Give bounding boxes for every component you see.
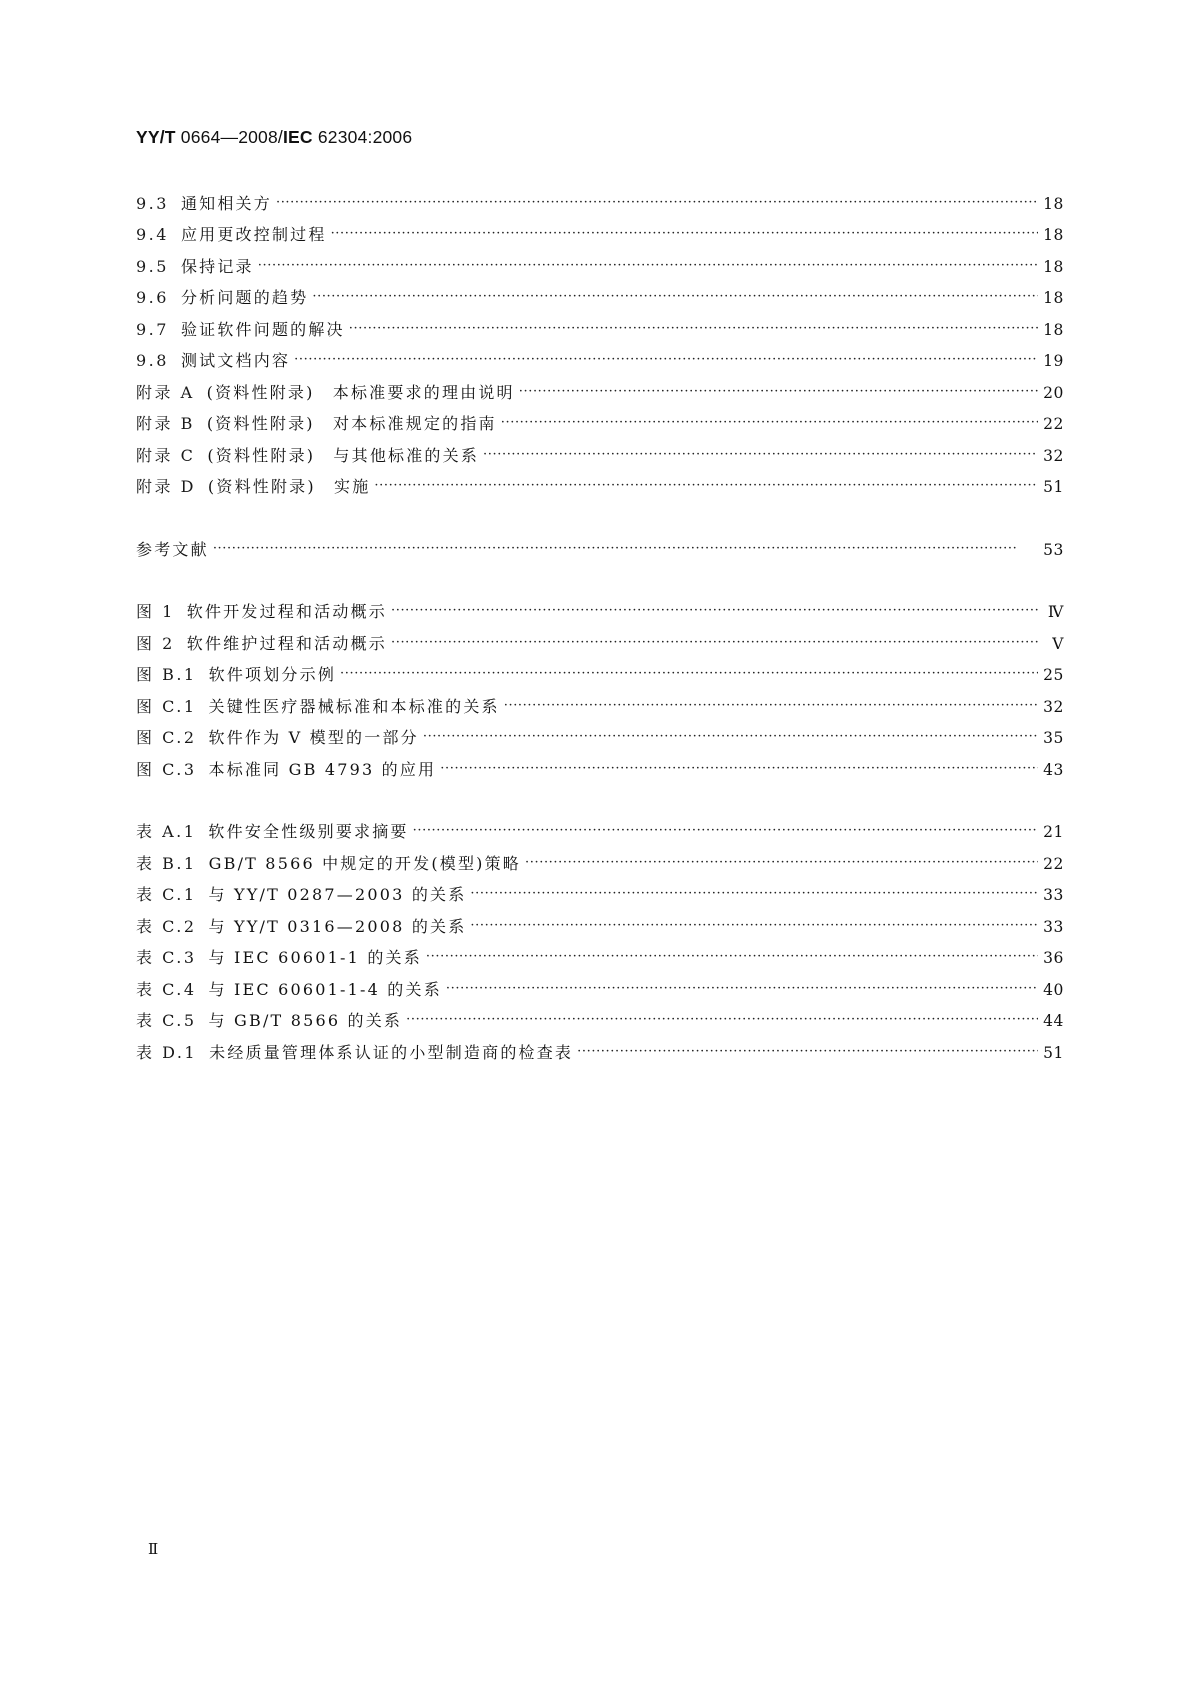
toc-entry[interactable] [136,245,1064,277]
toc-entry-title: 本标准同 GB 4793 的应用 [208,759,437,779]
toc-entry[interactable] [136,1000,1064,1032]
toc-entry[interactable] [136,308,1064,340]
toc-leader-dots [340,667,1038,681]
toc-entry[interactable] [136,277,1064,309]
toc-entry[interactable] [136,842,1064,874]
toc-entry[interactable] [136,654,1064,686]
page-number: Ⅱ [148,1540,159,1558]
toc-entry-page: 18 [1043,289,1064,307]
document-header [136,127,412,148]
header-code-rest: 0664—2008/ [175,127,283,147]
toc-leader-dots [470,887,1038,901]
toc-leader-dots [406,1013,1038,1027]
toc-entry-number: 图 2 [136,633,175,653]
toc-entry-title: 保持记录 [180,256,254,276]
toc-entry-title: 验证软件问题的解决 [180,319,345,339]
toc-entry[interactable] [136,717,1064,749]
toc-entry-page: 53 [1043,540,1064,559]
toc-entry-title: 未经质量管理体系认证的小型制造商的检查表 [209,1042,574,1062]
toc-entry-title: 参考文献 [136,539,209,559]
toc-entry-number: 9.4 [136,225,169,244]
toc-leader-dots [276,196,1038,210]
toc-entry-page: 18 [1043,194,1064,213]
toc-entry-page: 25 [1043,666,1064,684]
toc-leader-dots [258,259,1038,273]
toc-entry-title: (资料性附录) 与其他标准的关系 [207,445,480,465]
toc-entry-title: (资料性附录) 对本标准规定的指南 [206,414,497,433]
toc-entry-number: 图 C.3 [136,759,197,779]
toc-leader-dots [294,353,1038,367]
toc-leader-dots [331,227,1038,241]
toc-entry-number: 9.7 [136,319,169,339]
toc-entry-page: 21 [1043,823,1064,841]
toc-entry-title: 软件开发过程和活动概示 [186,602,387,621]
toc-entry-page: 33 [1043,917,1064,936]
toc-leader-dots [413,824,1038,838]
toc-entry[interactable] [136,182,1064,214]
toc-entry-title: GB/T 8566 中规定的开发(模型)策略 [208,853,522,873]
toc-entry-page: 18 [1043,257,1064,276]
toc-entry[interactable] [136,874,1064,906]
toc-entry-number: 9.3 [136,193,169,213]
toc-entry-number: 图 C.1 [136,696,197,716]
toc-leader-dots [426,950,1038,964]
toc-leader-dots [213,542,1038,556]
toc-entry[interactable] [136,685,1064,717]
toc-entry-title: 通知相关方 [180,193,272,213]
toc-entry-title: 关键性医疗器械标准和本标准的关系 [208,696,500,716]
toc-group-gap [136,780,1064,811]
toc-entry-number: 9.5 [136,256,169,276]
header-code-bold: YY/T [136,127,176,147]
toc-group-gap [136,497,1064,528]
toc-entry[interactable] [136,811,1064,843]
toc-entry-page: 18 [1043,226,1064,244]
toc-entry[interactable] [136,340,1064,372]
toc-entry-page: 33 [1043,886,1064,904]
toc-entry-number: 9.8 [136,351,169,370]
toc-entry-number: 附录 C [136,445,196,465]
toc-leader-dots [349,322,1038,336]
toc-leader-dots [504,699,1038,713]
toc-entry-number: 9.6 [136,288,169,307]
toc-entry-page: 43 [1043,760,1064,779]
toc-entry-number: 表 C.4 [136,979,197,999]
toc-leader-dots [519,385,1038,399]
toc-leader-dots [577,1045,1038,1059]
toc-entry-page: 40 [1043,980,1064,999]
toc-entry-number: 表 C.3 [136,948,197,967]
toc-entry-title: 与 YY/T 0316—2008 的关系 [208,916,467,936]
toc-entry-title: 与 YY/T 0287—2003 的关系 [208,885,467,904]
toc-leader-dots [374,479,1038,493]
toc-entry-number: 表 B.1 [136,853,197,873]
toc-entry-page: 19 [1043,352,1064,370]
toc-entry-number: 表 C.1 [136,885,197,904]
toc-entry-title: 软件作为 V 模型的一部分 [208,728,419,747]
toc-entry-page: 51 [1043,1043,1064,1062]
toc-entry-page: 36 [1043,949,1064,967]
toc-entry-page: 22 [1043,854,1064,873]
toc-leader-dots [501,416,1038,430]
toc-entry-title: 软件维护过程和活动概示 [186,633,387,653]
toc-entry-title: 测试文档内容 [180,351,291,370]
toc-leader-dots [483,448,1038,462]
table-of-contents [136,182,1064,1063]
toc-leader-dots [423,730,1038,744]
toc-leader-dots [440,762,1038,776]
toc-leader-dots [470,919,1038,933]
toc-entry-title: 软件项划分示例 [208,665,337,684]
toc-entry[interactable] [136,1031,1064,1063]
toc-entry-title: 分析问题的趋势 [180,288,309,307]
toc-entry-title: (资料性附录) 本标准要求的理由说明 [206,382,515,402]
toc-entry-number: 附录 A [136,382,195,402]
toc-entry-title: 与 IEC 60601-1 的关系 [208,948,422,967]
toc-entry-title: 与 GB/T 8566 的关系 [208,1011,403,1030]
toc-entry-page: 44 [1043,1012,1064,1030]
toc-entry-page: Ⅳ [1047,603,1064,621]
toc-entry[interactable] [136,968,1064,1000]
toc-entry-number: 图 C.2 [136,728,197,747]
toc-entry-page: 22 [1043,415,1064,433]
toc-entry-number: 图 1 [136,602,175,621]
toc-entry[interactable] [136,591,1064,623]
toc-entry[interactable] [136,371,1064,403]
toc-leader-dots [312,290,1038,304]
toc-leader-dots [391,604,1038,618]
toc-entry-number: 表 C.5 [136,1011,197,1030]
toc-entry-number: 表 D.1 [136,1042,198,1062]
toc-entry-title: 应用更改控制过程 [180,225,327,244]
toc-leader-dots [391,636,1038,650]
toc-entry[interactable] [136,466,1064,498]
toc-entry-title: 与 IEC 60601-1-4 的关系 [208,979,442,999]
toc-entry-title: 软件安全性级别要求摘要 [208,822,409,841]
toc-entry[interactable] [136,937,1064,969]
toc-entry-page: 18 [1043,320,1064,339]
toc-leader-dots [446,982,1038,996]
toc-entry-page: 35 [1043,729,1064,747]
toc-entry-number: 表 A.1 [136,822,197,841]
toc-entry[interactable] [136,528,1064,560]
toc-entry-number: 附录 D [136,477,196,496]
toc-entry-number: 表 C.2 [136,916,197,936]
toc-entry-page: 20 [1043,383,1064,402]
toc-entry-page: 32 [1043,446,1064,465]
toc-entry[interactable] [136,214,1064,246]
toc-entry[interactable] [136,748,1064,780]
toc-entry-page: 32 [1043,697,1064,716]
toc-entry[interactable] [136,622,1064,654]
toc-entry-page: 51 [1043,478,1064,496]
toc-entry[interactable] [136,434,1064,466]
toc-entry-page: Ⅴ [1052,634,1064,653]
toc-entry-number: 附录 B [136,414,195,433]
toc-entry-number: 图 B.1 [136,665,197,684]
toc-entry[interactable] [136,905,1064,937]
toc-leader-dots [525,856,1038,870]
toc-entry[interactable] [136,403,1064,435]
toc-group-gap [136,560,1064,591]
header-iec-bold: IEC [283,127,313,147]
header-iec-rest: 62304:2006 [312,127,413,147]
toc-entry-title: (资料性附录) 实施 [207,477,371,496]
